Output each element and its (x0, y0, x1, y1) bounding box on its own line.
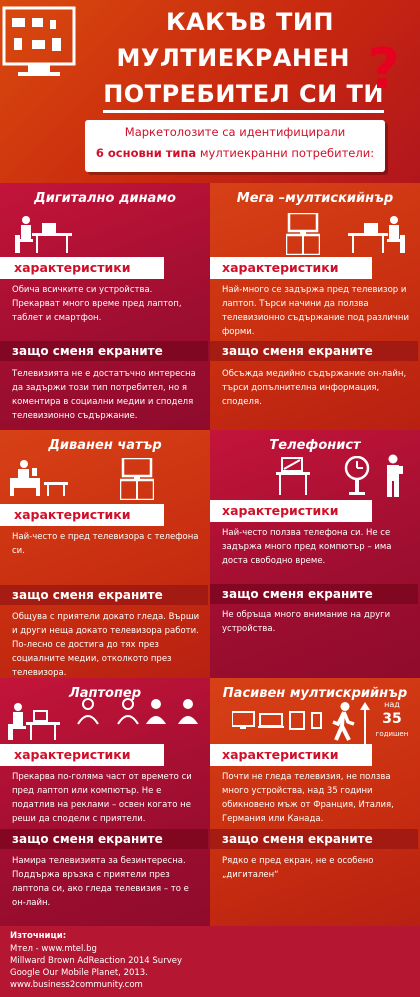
characteristics-label: характеристики (210, 500, 372, 522)
sources-footer (0, 926, 420, 997)
panel-title: Диванен чатър (48, 438, 162, 453)
subtitle-rest: мултиекранни потребители: (196, 146, 375, 160)
age-over-label: над (384, 700, 400, 709)
panel-title: Мега –мултискийнър (236, 191, 394, 206)
panel-couch-chatter (0, 430, 210, 678)
panel-laptoper (0, 678, 210, 926)
panel-title: Лаптопер (68, 686, 142, 701)
panel-digital-dynamo (0, 183, 210, 430)
characteristics-text: Обича всичките си устройства. Прекарват много време пред лаптоп, таблет и смартфон. (12, 285, 182, 323)
title-line-3: ПОТРЕБИТЕЛ СИ ТИ (103, 80, 384, 113)
why-switch-label: защо сменя екраните (210, 341, 418, 361)
why-switch-label: защо сменя екраните (0, 829, 208, 849)
clock-stand-icon (342, 456, 372, 496)
devices-icon (232, 708, 328, 730)
characteristics-label: характеристики (0, 504, 164, 526)
subtitle-box (85, 120, 385, 172)
source-line: Millward Brown AdReaction 2014 Survey (10, 956, 182, 966)
walking-man-icon (330, 702, 356, 742)
characteristics-text: Почти не гледа телевизия, не ползва много устройства, над 35 години обикновено мъж от Франция, Италия, Германия или Канада. (222, 772, 394, 824)
source-line: Мтел - www.mtel.bg (10, 944, 97, 954)
couch-person-icon (10, 458, 70, 498)
why-switch-label: защо сменя екраните (210, 829, 418, 849)
title-line-2: МУЛТИЕКРАНЕН (116, 44, 350, 72)
monitor-icon (2, 4, 78, 82)
question-mark-icon: ? (367, 37, 400, 102)
subtitle-line-2 (85, 146, 385, 160)
why-switch-text: Намира телевизията за безинтересна. Поддържа връзка с приятели през лаптопа си, ако гледа телевизия – то е он-лайн. (12, 856, 189, 908)
characteristics-label: характеристики (210, 744, 372, 766)
why-switch-text: Рядко е пред екран, не е особено „дигитален“ (222, 856, 374, 880)
header-section (0, 0, 420, 183)
panel-title: Телефонист (269, 438, 361, 453)
why-switch-label: защо сменя екраните (0, 341, 208, 361)
characteristics-label: характеристики (210, 257, 372, 279)
desk-laptop-person-icon (8, 702, 62, 742)
subtitle-highlight: 6 основни типа (95, 146, 197, 160)
panel-title: Дигитално динамо (34, 191, 176, 206)
arrow-up-icon (360, 702, 370, 744)
sources-title: Източници: (10, 931, 67, 941)
characteristics-label: характеристики (0, 257, 164, 279)
people-group-icon (74, 696, 202, 726)
laptop-table-icon (276, 456, 312, 496)
subtitle-line-1: Маркетолозите са идентифицирали (124, 125, 346, 139)
characteristics-text: Най-много се задържа пред телевизор и лаптоп. Търси начини да ползва телевизионно съдържание под различни форми. (222, 285, 409, 337)
desk-person-icon (12, 215, 72, 255)
standing-phone-person-icon (382, 454, 408, 498)
panel-title: Пасивен мултискрийнър (222, 686, 408, 701)
why-switch-text: Общува с приятели докато гледа. Върши и други неща докато телевизора работи. По-лесно се достига до тях през социалните медии, отколкото през телевизора. (12, 612, 200, 678)
characteristics-text: Най-често ползва телефона си. Не се задържа много пред компютър – има доста свободно време. (222, 528, 392, 566)
panel-passive-multiscreener (210, 678, 420, 926)
panel-mega-multiscreener (210, 183, 420, 430)
age-number: 35 (382, 711, 402, 727)
why-switch-text: Телевизията не е достатъчно интересна да задържи този тип потребител, но я коментира в социални медии и споделя телевизионно съдържание. (12, 369, 196, 421)
why-switch-text: Не обръща много внимание на други устройства. (222, 610, 391, 634)
age-unit-label: годишен (375, 730, 409, 738)
why-switch-text: Обсъжда медийно съдържание он-лайн, търси допълнителна информация, споделя. (222, 369, 407, 407)
source-line: www.business2community.com (10, 980, 143, 990)
why-switch-label: защо сменя екраните (210, 584, 418, 604)
source-line: Google Our Mobile Planet, 2013. (10, 968, 148, 978)
tv-cabinet-icon (120, 458, 154, 500)
characteristics-text: Прекарва по-голяма част от времето си пред лаптоп или компютър. Не е податлив на реклами – освен когато не реши да сподели с приятели. (12, 772, 192, 824)
characteristics-label: характеристики (0, 744, 164, 766)
title-line-1: КАКЪВ ТИП (165, 8, 334, 36)
panel-phonist (210, 430, 420, 678)
desk-person-icon (348, 215, 408, 255)
why-switch-label: защо сменя екраните (0, 585, 208, 605)
characteristics-text: Най-често е пред телевизора с телефона си. (12, 532, 199, 556)
tv-cabinet-icon (286, 213, 320, 255)
